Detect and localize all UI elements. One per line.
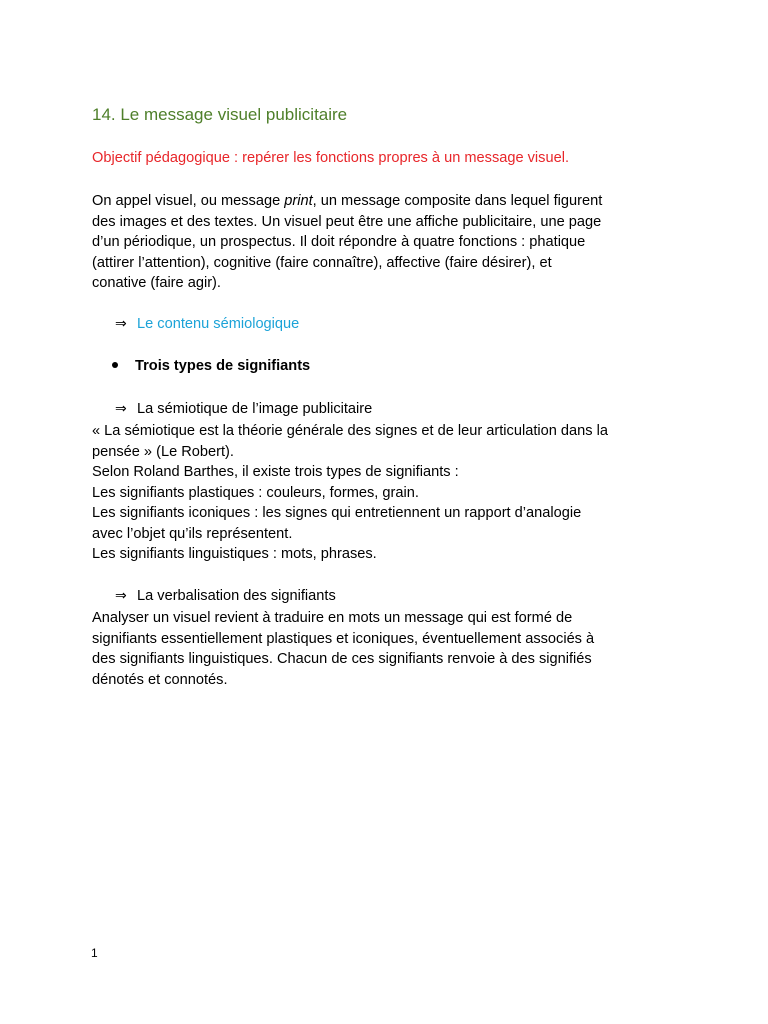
intro-paragraph xyxy=(92,191,692,294)
page-number: 1 xyxy=(91,946,98,960)
page-title: 14. Le message visuel publicitaire xyxy=(92,105,348,124)
verbalisation-line: signifiants essentiellement plastiques et iconiques, éventuellement associés à xyxy=(92,630,595,647)
intro-line-2: des images et des textes. Un visuel peut être une affiche publicitaire, une page xyxy=(92,213,602,230)
section-heading-contenu-label: Le contenu sémiologique xyxy=(137,316,300,332)
bullet-label: Trois types de signifiants xyxy=(135,358,311,374)
verbalisation-line: des signifiants linguistiques. Chacun de ces signifiants renvoie à des signifiés xyxy=(92,651,592,667)
bullet-icon xyxy=(112,362,118,368)
semiotique-paragraph xyxy=(92,421,692,565)
semiotique-line: Les signifiants linguistiques : mots, phrases. xyxy=(92,546,377,562)
intro-line-1: On appel visuel, ou message print, un message composite dans lequel figurent xyxy=(92,193,603,209)
semiotique-line: Selon Roland Barthes, il existe trois types de signifiants : xyxy=(92,464,459,480)
intro-line-3: d’un périodique, un prospectus. Il doit répondre à quatre fonctions : phatique xyxy=(92,234,586,250)
objective-text: Objectif pédagogique : repérer les fonctions propres à un message visuel. xyxy=(92,150,570,166)
intro-line-4: (attirer l’attention), cognitive (faire connaître), affective (faire désirer), et xyxy=(92,254,552,271)
section-heading-semiotique xyxy=(115,401,372,417)
verbalisation-paragraph xyxy=(92,608,692,690)
arrow-icon: ⇒ xyxy=(115,401,127,417)
bullet-item xyxy=(112,358,310,374)
verbalisation-line: Analyser un visuel revient à traduire en mots un message qui est formé de xyxy=(92,610,573,626)
semiotique-line: pensée » (Le Robert). xyxy=(92,443,234,460)
italic-print: print xyxy=(284,193,313,209)
arrow-icon: ⇒ xyxy=(115,588,127,604)
semiotique-line: « La sémiotique est la théorie générale des signes et de leur articulation dans la xyxy=(92,423,608,439)
verbalisation-line: dénotés et connotés. xyxy=(92,671,228,688)
section-heading-contenu xyxy=(115,316,299,332)
section-heading-verbalisation-label: La verbalisation des signifiants xyxy=(137,588,336,604)
arrow-icon: ⇒ xyxy=(115,316,127,332)
intro-line-5: conative (faire agir). xyxy=(92,275,221,291)
semiotique-line: avec l’objet qu’ils représentent. xyxy=(92,525,293,542)
semiotique-line: Les signifiants iconiques : les signes qui entretiennent un rapport d’analogie xyxy=(92,505,582,521)
semiotique-line: Les signifiants plastiques : couleurs, formes, grain. xyxy=(92,484,419,501)
section-heading-verbalisation xyxy=(115,588,336,604)
section-heading-semiotique-label: La sémiotique de l’image publicitaire xyxy=(137,401,373,417)
